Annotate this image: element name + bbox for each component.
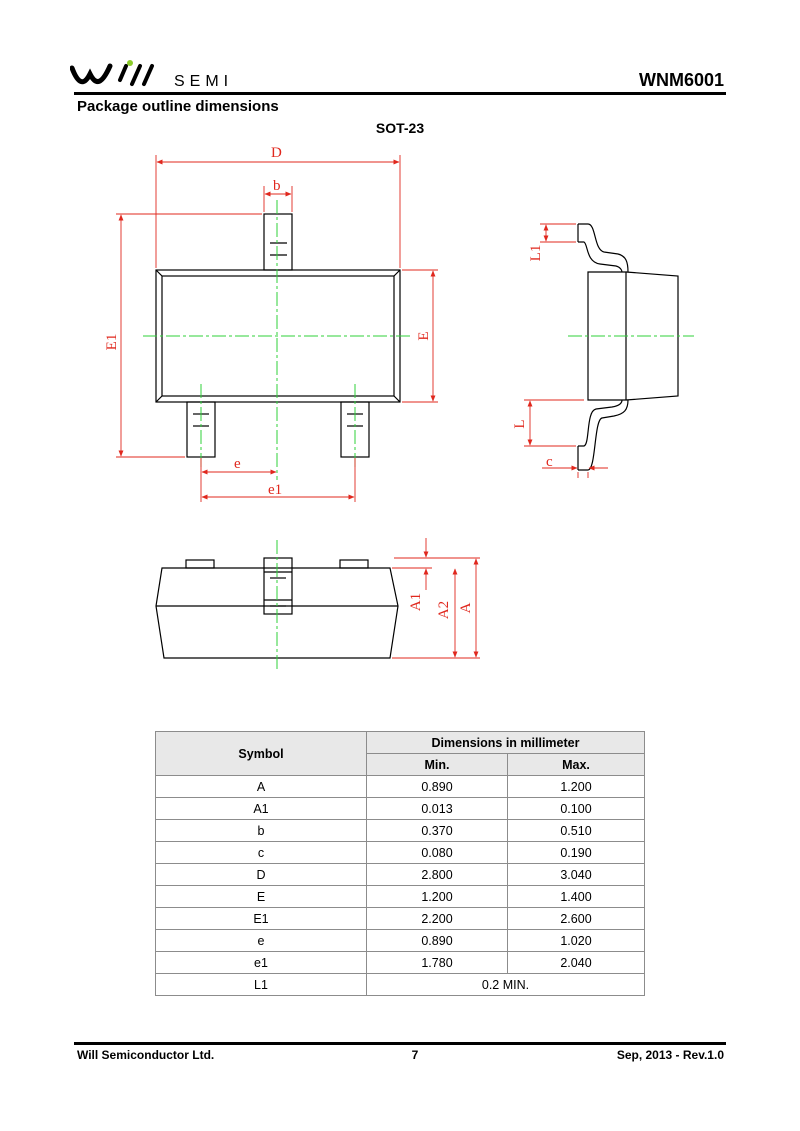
max-header: Max. xyxy=(508,754,645,776)
label-e: e xyxy=(234,456,241,472)
symbol-cell: A1 xyxy=(156,798,367,820)
symbol-cell: b xyxy=(156,820,367,842)
page-number: 7 xyxy=(411,1048,419,1062)
min-cell: 1.200 xyxy=(367,886,508,908)
label-E1: E1 xyxy=(104,333,120,351)
min-cell: 2.200 xyxy=(367,908,508,930)
table-row xyxy=(156,776,645,798)
table-row xyxy=(156,842,645,864)
top-view xyxy=(104,145,438,502)
label-E: E xyxy=(416,331,432,341)
min-cell: 0.013 xyxy=(367,798,508,820)
max-cell: 0.100 xyxy=(508,798,645,820)
header-rule xyxy=(74,92,726,95)
dimensions-table xyxy=(155,731,645,996)
label-D: D xyxy=(271,145,282,161)
footer-company: Will Semiconductor Ltd. xyxy=(77,1048,215,1062)
package-outline-drawing xyxy=(0,140,800,680)
table-row xyxy=(156,974,645,996)
table-row xyxy=(156,930,645,952)
min-cell: 0.080 xyxy=(367,842,508,864)
section-title: Package outline dimensions xyxy=(77,98,279,115)
footer-rule xyxy=(74,1042,726,1045)
max-cell: 1.400 xyxy=(508,886,645,908)
table-row xyxy=(156,886,645,908)
label-b: b xyxy=(273,178,281,194)
max-cell: 3.040 xyxy=(508,864,645,886)
min-cell: 2.800 xyxy=(367,864,508,886)
max-cell: 0.190 xyxy=(508,842,645,864)
label-A2: A2 xyxy=(436,600,452,620)
label-L: L xyxy=(512,419,528,429)
label-A1: A1 xyxy=(408,592,424,612)
min-cell: 0.890 xyxy=(367,776,508,798)
label-A: A xyxy=(458,602,474,614)
dimensions-header: Dimensions in millimeter xyxy=(367,732,645,754)
symbol-cell: c xyxy=(156,842,367,864)
side-view-right xyxy=(512,224,694,478)
label-e1: e1 xyxy=(268,482,283,498)
min-cell: 1.780 xyxy=(367,952,508,974)
symbol-cell: e xyxy=(156,930,367,952)
table-row xyxy=(156,798,645,820)
max-cell: 0.510 xyxy=(508,820,645,842)
symbol-cell: L1 xyxy=(156,974,367,996)
table-row xyxy=(156,908,645,930)
label-L1: L1 xyxy=(528,244,544,262)
will-semi-logo xyxy=(70,60,260,92)
max-cell: 1.020 xyxy=(508,930,645,952)
logo-text: SEMI xyxy=(174,73,234,90)
symbol-cell: E xyxy=(156,886,367,908)
package-name: SOT-23 xyxy=(375,120,425,136)
min-cell: 0.370 xyxy=(367,820,508,842)
part-number: WNM6001 xyxy=(638,70,724,90)
min-cell: 0.890 xyxy=(367,930,508,952)
symbol-cell: e1 xyxy=(156,952,367,974)
table-row xyxy=(156,820,645,842)
max-cell: 2.600 xyxy=(508,908,645,930)
max-cell: 1.200 xyxy=(508,776,645,798)
label-c: c xyxy=(546,454,553,470)
max-cell: 2.040 xyxy=(508,952,645,974)
symbol-cell: D xyxy=(156,864,367,886)
symbol-header: Symbol xyxy=(156,732,367,776)
symbol-cell: E1 xyxy=(156,908,367,930)
table-row xyxy=(156,864,645,886)
front-view xyxy=(156,538,480,670)
footer-date-revision: Sep, 2013 - Rev.1.0 xyxy=(616,1048,724,1062)
value-cell: 0.2 MIN. xyxy=(367,974,645,996)
table-row xyxy=(156,952,645,974)
symbol-cell: A xyxy=(156,776,367,798)
min-header: Min. xyxy=(367,754,508,776)
